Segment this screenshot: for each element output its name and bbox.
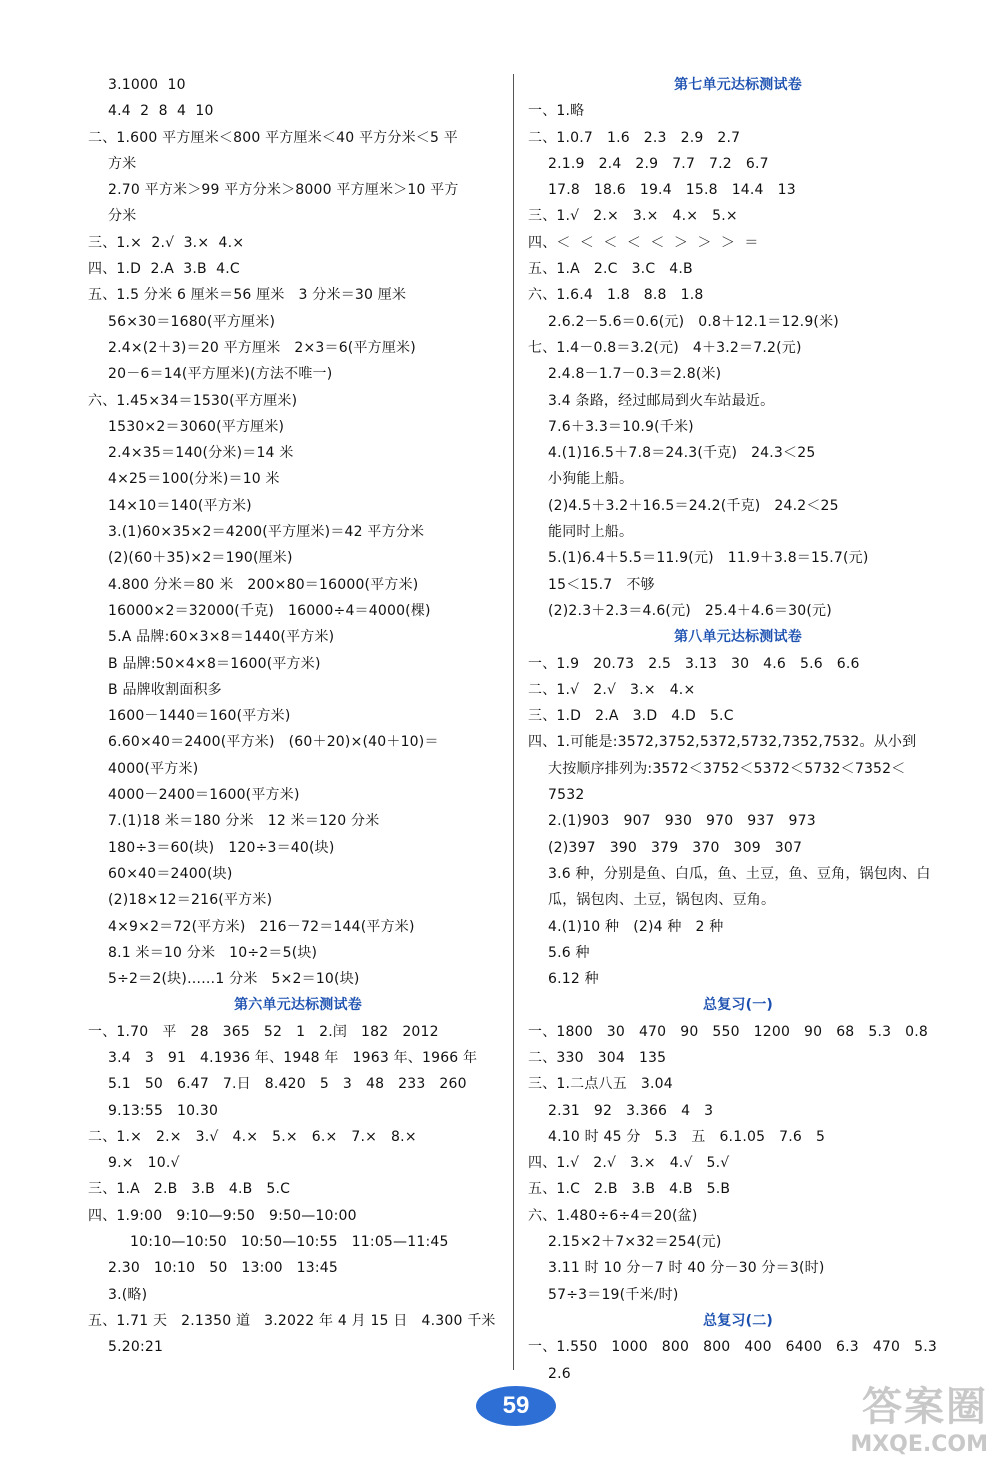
answer-line: 四、1.9:00 9:10—9:50 9:50—10:00	[88, 1207, 357, 1224]
answer-line: 57÷3＝19(千米/时)	[548, 1286, 679, 1303]
answer-line: 一、1.9 20.73 2.5 3.13 30 4.6 5.6 6.6	[528, 655, 860, 672]
answer-line: 2.4×35＝140(分米)＝14 米	[108, 445, 294, 462]
answer-line: 4×9×2＝72(平方米) 216－72＝144(平方米)	[108, 918, 415, 935]
answer-line: 3.1000 10	[108, 77, 186, 93]
answer-line: 8.1 米＝10 分米 10÷2＝5(块)	[108, 944, 318, 961]
answer-line: 4.4 2 8 4 10	[108, 103, 214, 120]
section-heading: 总复习(二)	[703, 1312, 773, 1329]
section-heading: 第七单元达标测试卷	[674, 77, 802, 93]
answer-line: 4000(平方米)	[108, 760, 199, 777]
answer-line: 3.4 3 91 4.1936 年、1948 年 1963 年、1966 年	[108, 1049, 478, 1066]
answer-line: 5÷2＝2(块)……1 分米 5×2＝10(块)	[108, 971, 360, 988]
answer-line: 大按顺序排列为:3572＜3752＜5372＜5732＜7352＜	[548, 760, 906, 777]
answer-line: 六、1.6.4 1.8 8.8 1.8	[528, 287, 704, 304]
answer-line: 2.(1)903 907 930 970 937 973	[548, 813, 816, 830]
answer-line: 瓜，锅包肉、土豆，锅包肉、豆角。	[548, 892, 776, 909]
answer-line: 2.30 10:10 50 13:00 13:45	[108, 1260, 339, 1277]
answer-line: (2)397 390 379 370 309 307	[548, 839, 803, 856]
answer-line: 17.8 18.6 19.4 15.8 14.4 13	[548, 182, 796, 199]
column-divider	[513, 74, 514, 1370]
section-heading: 总复习(一)	[703, 997, 773, 1014]
answer-line: 2.4×(2＋3)＝20 平方厘米 2×3＝6(平方厘米)	[108, 339, 416, 356]
answer-line: 2.6.2－5.6＝0.6(元) 0.8＋12.1＝12.9(米)	[548, 313, 839, 330]
page-number: 59	[476, 1386, 556, 1426]
answer-line: 4.800 分米＝80 米 200×80＝16000(平方米)	[108, 576, 419, 593]
answer-line: 小狗能上船。	[548, 471, 634, 488]
answer-line: 20－6＝14(平方厘米)(方法不唯一)	[108, 366, 333, 383]
answer-line: 56×30＝1680(平方厘米)	[108, 313, 276, 330]
answer-line: 4000－2400＝1600(平方米)	[108, 787, 300, 804]
answer-line: 5.(1)6.4＋5.5＝11.9(元) 11.9＋3.8＝15.7(元)	[548, 550, 869, 567]
answer-line: 二、330 304 135	[528, 1049, 667, 1066]
answer-line: B 品牌:50×4×8＝1600(平方米)	[108, 655, 321, 672]
answer-line: 15＜15.7 不够	[548, 576, 655, 593]
section-heading: 第六单元达标测试卷	[234, 997, 362, 1014]
answer-line: (2)18×12＝216(平方米)	[108, 892, 273, 909]
answer-line: 2.31 92 3.366 4 3	[548, 1102, 714, 1119]
answer-line: 五、1.A 2.C 3.C 4.B	[528, 261, 693, 278]
left-column	[88, 72, 508, 1361]
answer-line: 4×25＝100(分米)＝10 米	[108, 471, 280, 488]
answer-line: 三、1.二点八五 3.04	[528, 1076, 673, 1093]
answer-line: 2.15×2＋7×32＝254(元)	[548, 1234, 722, 1251]
answer-line: (2)4.5＋3.2＋16.5＝24.2(千克) 24.2＜25	[548, 497, 839, 514]
answer-line: 三、1.A 2.B 3.B 4.B 5.C	[88, 1181, 291, 1198]
answer-line: 2.4.8－1.7－0.3＝2.8(米)	[548, 366, 722, 383]
answer-line: 一、1800 30 470 90 550 1200 90 68 5.3 0.8	[528, 1023, 929, 1040]
answer-line: 1530×2＝3060(平方厘米)	[108, 418, 285, 435]
answer-line: 7532	[548, 787, 585, 804]
answer-line: 六、1.45×34＝1530(平方厘米)	[88, 392, 298, 409]
answer-line: 能同时上船。	[548, 524, 634, 541]
answer-line: 5.6 种	[548, 944, 590, 961]
answer-line: 2.6	[548, 1365, 571, 1382]
answer-line: (2)(60＋35)×2＝190(厘米)	[108, 550, 293, 567]
answer-line: 四、1.可能是:3572,3752,5372,5732,7352,7532。从小到	[528, 734, 917, 751]
answer-line: 9.× 10.√	[108, 1155, 180, 1172]
right-column	[528, 72, 948, 1387]
answer-line: 一、1.70 平 28 365 52 1 2.闰 182 2012	[88, 1023, 439, 1040]
answer-line: 60×40＝2400(块)	[108, 865, 233, 882]
answer-line: 5.20:21	[108, 1339, 164, 1356]
answer-line: 七、1.4－0.8＝3.2(元) 4＋3.2＝7.2(元)	[528, 339, 802, 356]
answer-line: 6.12 种	[548, 971, 599, 988]
answer-line: 3.4 条路，经过邮局到火车站最近。	[548, 392, 775, 409]
answer-line: 五、1.5 分米 6 厘米＝56 厘米 3 分米＝30 厘米	[88, 287, 407, 304]
answer-line: 三、1.D 2.A 3.D 4.D 5.C	[528, 708, 734, 725]
answer-line: 6.60×40＝2400(平方米) (60＋20)×(40＋10)＝	[108, 734, 439, 751]
answer-line: 五、1.C 2.B 3.B 4.B 5.B	[528, 1181, 731, 1198]
answer-line: 3.(1)60×35×2＝4200(平方厘米)＝42 平方分米	[108, 524, 425, 541]
answer-line: 三、1.√ 2.× 3.× 4.× 5.×	[528, 208, 738, 225]
answer-line: 14×10＝140(平方米)	[108, 497, 252, 514]
answer-line: 5.1 50 6.47 7.日 8.420 5 3 48 233 260	[108, 1076, 467, 1093]
answer-line: 六、1.480÷6÷4＝20(盆)	[528, 1207, 698, 1224]
answer-line: 一、1.550 1000 800 800 400 6400 6.3 470 5.3	[528, 1339, 937, 1356]
answer-line: 四、＜ ＜ ＜ ＜ ＜ ＞ ＞ ＞ ＝	[528, 234, 759, 251]
answer-line: 16000×2＝32000(千克) 16000÷4＝4000(棵)	[108, 602, 431, 619]
answer-line: 五、1.71 天 2.1350 道 3.2022 年 4 月 15 日 4.300 千米	[88, 1312, 496, 1329]
answer-line: 5.A 品牌:60×3×8＝1440(平方米)	[108, 629, 335, 646]
answer-line: 180÷3＝60(块) 120÷3＝40(块)	[108, 839, 335, 856]
answer-line: 二、1.0.7 1.6 2.3 2.9 2.7	[528, 129, 741, 146]
answer-line: 二、1.√ 2.√ 3.× 4.×	[528, 681, 696, 698]
answer-line: 9.13:55 10.30	[108, 1102, 219, 1119]
watermark-logo	[798, 1375, 988, 1465]
watermark-url: MXQE.COM	[850, 1432, 988, 1457]
answer-line: 3.(略)	[108, 1286, 148, 1303]
answer-line: 3.11 时 10 分－7 时 40 分－30 分＝3(时)	[548, 1260, 825, 1277]
answer-line: 7.6＋3.3＝10.9(千米)	[548, 418, 694, 435]
answer-line: 3.6 种，分别是鱼、白瓜，鱼、土豆，鱼、豆角，锅包肉、白	[548, 865, 931, 882]
answer-line: 2.1.9 2.4 2.9 7.7 7.2 6.7	[548, 155, 769, 172]
answer-line: 2.70 平方米＞99 平方分米＞8000 平方厘米＞10 平方	[108, 182, 459, 199]
answer-line: (2)2.3＋2.3＝4.6(元) 25.4＋4.6＝30(元)	[548, 602, 832, 619]
answer-line: 一、1.略	[528, 103, 585, 120]
answer-line: 分米	[108, 208, 137, 225]
section-heading: 第八单元达标测试卷	[674, 629, 802, 646]
answer-line: 方米	[108, 155, 137, 172]
answer-line: B 品牌收割面积多	[108, 681, 222, 698]
answer-line: 4.(1)16.5＋7.8＝24.3(千克) 24.3＜25	[548, 445, 816, 462]
answer-line: 1600－1440＝160(平方米)	[108, 708, 291, 725]
answer-line: 四、1.√ 2.√ 3.× 4.√ 5.√	[528, 1155, 730, 1172]
answer-line: 4.(1)10 种 (2)4 种 2 种	[548, 918, 724, 935]
answer-line: 二、1.× 2.× 3.√ 4.× 5.× 6.× 7.× 8.×	[88, 1128, 417, 1145]
answer-line: 7.(1)18 米＝180 分米 12 米＝120 分米	[108, 813, 380, 830]
answer-line: 四、1.D 2.A 3.B 4.C	[88, 261, 240, 278]
answer-line: 10:10—10:50 10:50—10:55 11:05—11:45	[130, 1234, 449, 1251]
answer-line: 4.10 时 45 分 5.3 五 6.1.05 7.6 5	[548, 1128, 826, 1145]
answer-line: 二、1.600 平方厘米＜800 平方厘米＜40 平方分米＜5 平	[88, 129, 458, 146]
watermark-text: 答案圈	[862, 1384, 988, 1430]
answer-line: 三、1.× 2.√ 3.× 4.×	[88, 234, 245, 251]
